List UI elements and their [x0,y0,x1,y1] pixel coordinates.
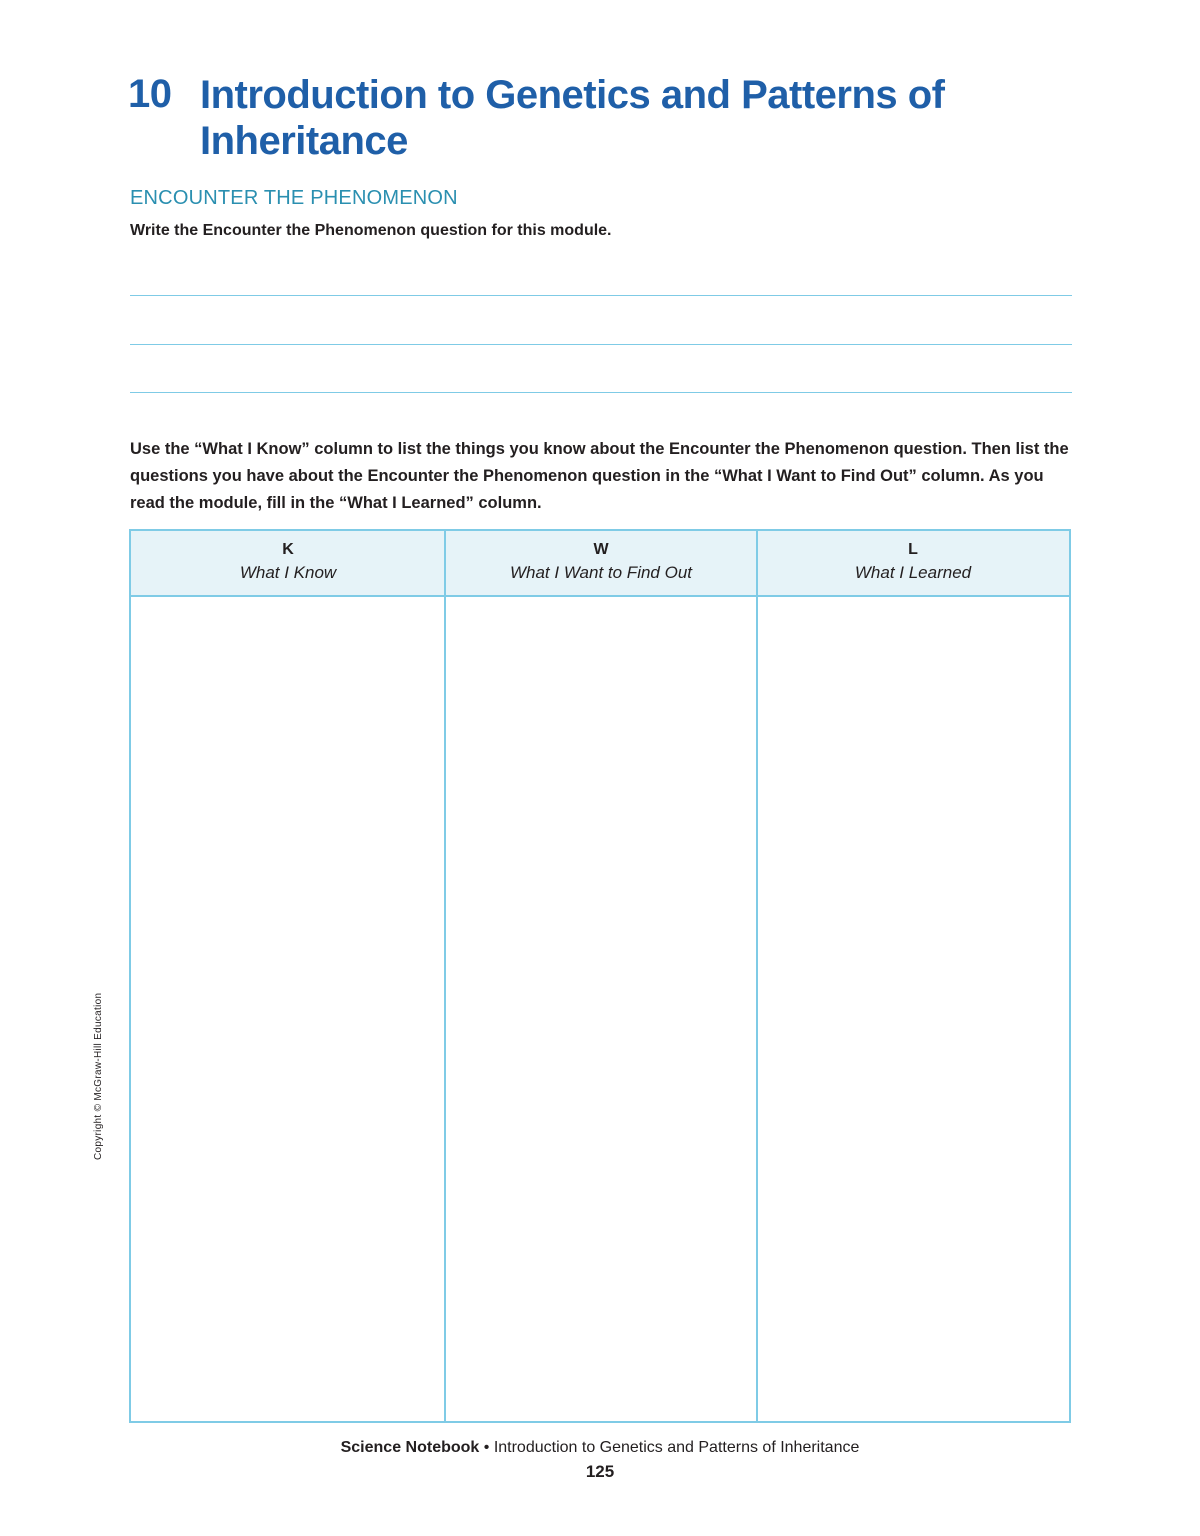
kwl-header-w [445,531,757,595]
phenomenon-prompt: Write the Encounter the Phenomenon question for this module. [130,222,612,239]
answer-line[interactable] [130,392,1072,393]
kwl-header-row [131,531,1069,597]
page-footer [0,1439,1200,1457]
chapter-title: Introduction to Genetics and Patterns of Inheritance [200,73,945,163]
chapter-number: 10 [128,72,172,116]
kwl-letter: L [908,541,918,558]
kwl-header-l [757,531,1069,595]
kwl-instructions: Use the “What I Know” column to list the things you know about the Encounter the Phenomenon question. Then list the questions you have about the Encounter the Phenomenon question in the “What I Want to Find Out” column. As you read the module, fill in the “What I Learned” column. [130,440,1069,512]
section-heading: ENCOUNTER THE PHENOMENON [130,187,458,209]
answer-line[interactable] [130,344,1072,345]
kwl-letter: K [282,541,294,558]
page-number: 125 [585,1462,615,1481]
footer-separator: • [479,1439,494,1456]
footer-chapter-title: Introduction to Genetics and Patterns of Inheritance [493,1439,860,1456]
answer-line[interactable] [130,295,1072,296]
kwl-label: What I Know [239,563,337,582]
kwl-label: What I Want to Find Out [509,563,693,582]
kwl-cell-want[interactable] [446,595,756,1421]
kwl-letter: W [593,541,609,558]
footer-notebook: Science Notebook [340,1439,480,1456]
kwl-cell-know[interactable] [131,595,444,1421]
kwl-cell-learned[interactable] [758,595,1069,1421]
kwl-header-k [131,531,445,595]
kwl-label: What I Learned [854,563,972,582]
kwl-table [129,529,1071,1423]
copyright-notice: Copyright © McGraw-Hill Education [93,992,104,1160]
